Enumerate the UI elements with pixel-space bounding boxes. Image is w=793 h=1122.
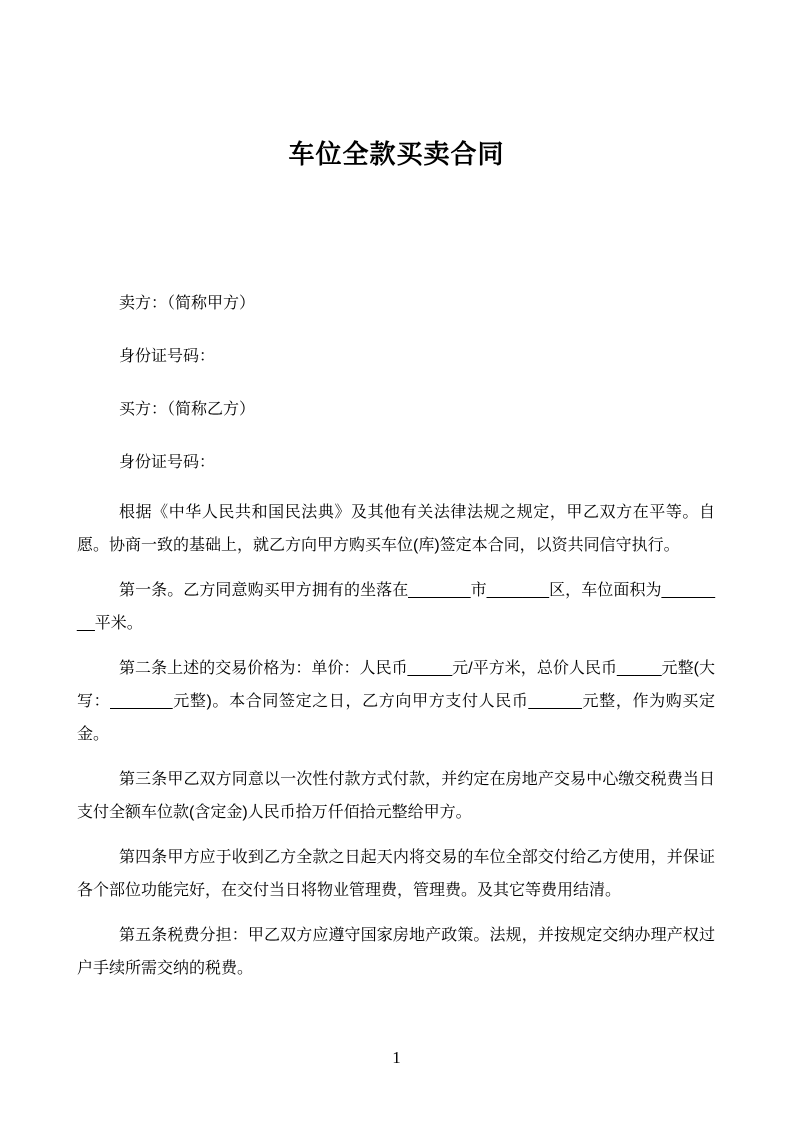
- buyer-line: 买方：（简称乙方）: [119, 401, 256, 418]
- buyer-id-line: 身份证号码：: [119, 454, 216, 471]
- seller-line: 卖方：（简称甲方）: [119, 295, 256, 312]
- document-title: 车位全款买卖合同: [288, 139, 505, 169]
- clause-4-paragraph: 第四条甲方应于收到乙方全款之日起天内将交易的车位全部交付给乙方使用，并保证各个部位功能完好，在交付当日将物业管理费，管理费。及其它等费用结清。: [77, 849, 715, 899]
- preamble-paragraph: 根据《中华人民共和国民法典》及其他有关法律法规之规定，甲乙双方在平等。自愿。协商一致的基础上，就乙方向甲方购买车位(库)签定本合同，以资共同信守执行。: [77, 504, 715, 554]
- contract-body: [77, 496, 715, 997]
- seller-id-line: 身份证号码：: [119, 348, 216, 365]
- page-number: 1: [392, 1048, 401, 1067]
- parties-block: [77, 287, 715, 499]
- clause-5-paragraph: 第五条税费分担：甲乙双方应遵守国家房地产政策。法规，并按规定交纳办理产权过户手续所需交纳的税费。: [77, 927, 715, 977]
- clause-2-paragraph: 第二条上述的交易价格为：单价：人民币_____元/平方米，总价人民币_____元整(大写：_______元整)。本合同签定之日，乙方向甲方支付人民币______元整，作为购买定金。: [77, 660, 715, 743]
- clause-3-paragraph: 第三条甲乙双方同意以一次性付款方式付款，并约定在房地产交易中心缴交税费当日支付全额车位款(含定金)人民币拾万仟佰拾元整给甲方。: [77, 771, 715, 821]
- clause-1-paragraph: 第一条。乙方同意购买甲方拥有的坐落在_______市_______区，车位面积为________平米。: [77, 582, 715, 632]
